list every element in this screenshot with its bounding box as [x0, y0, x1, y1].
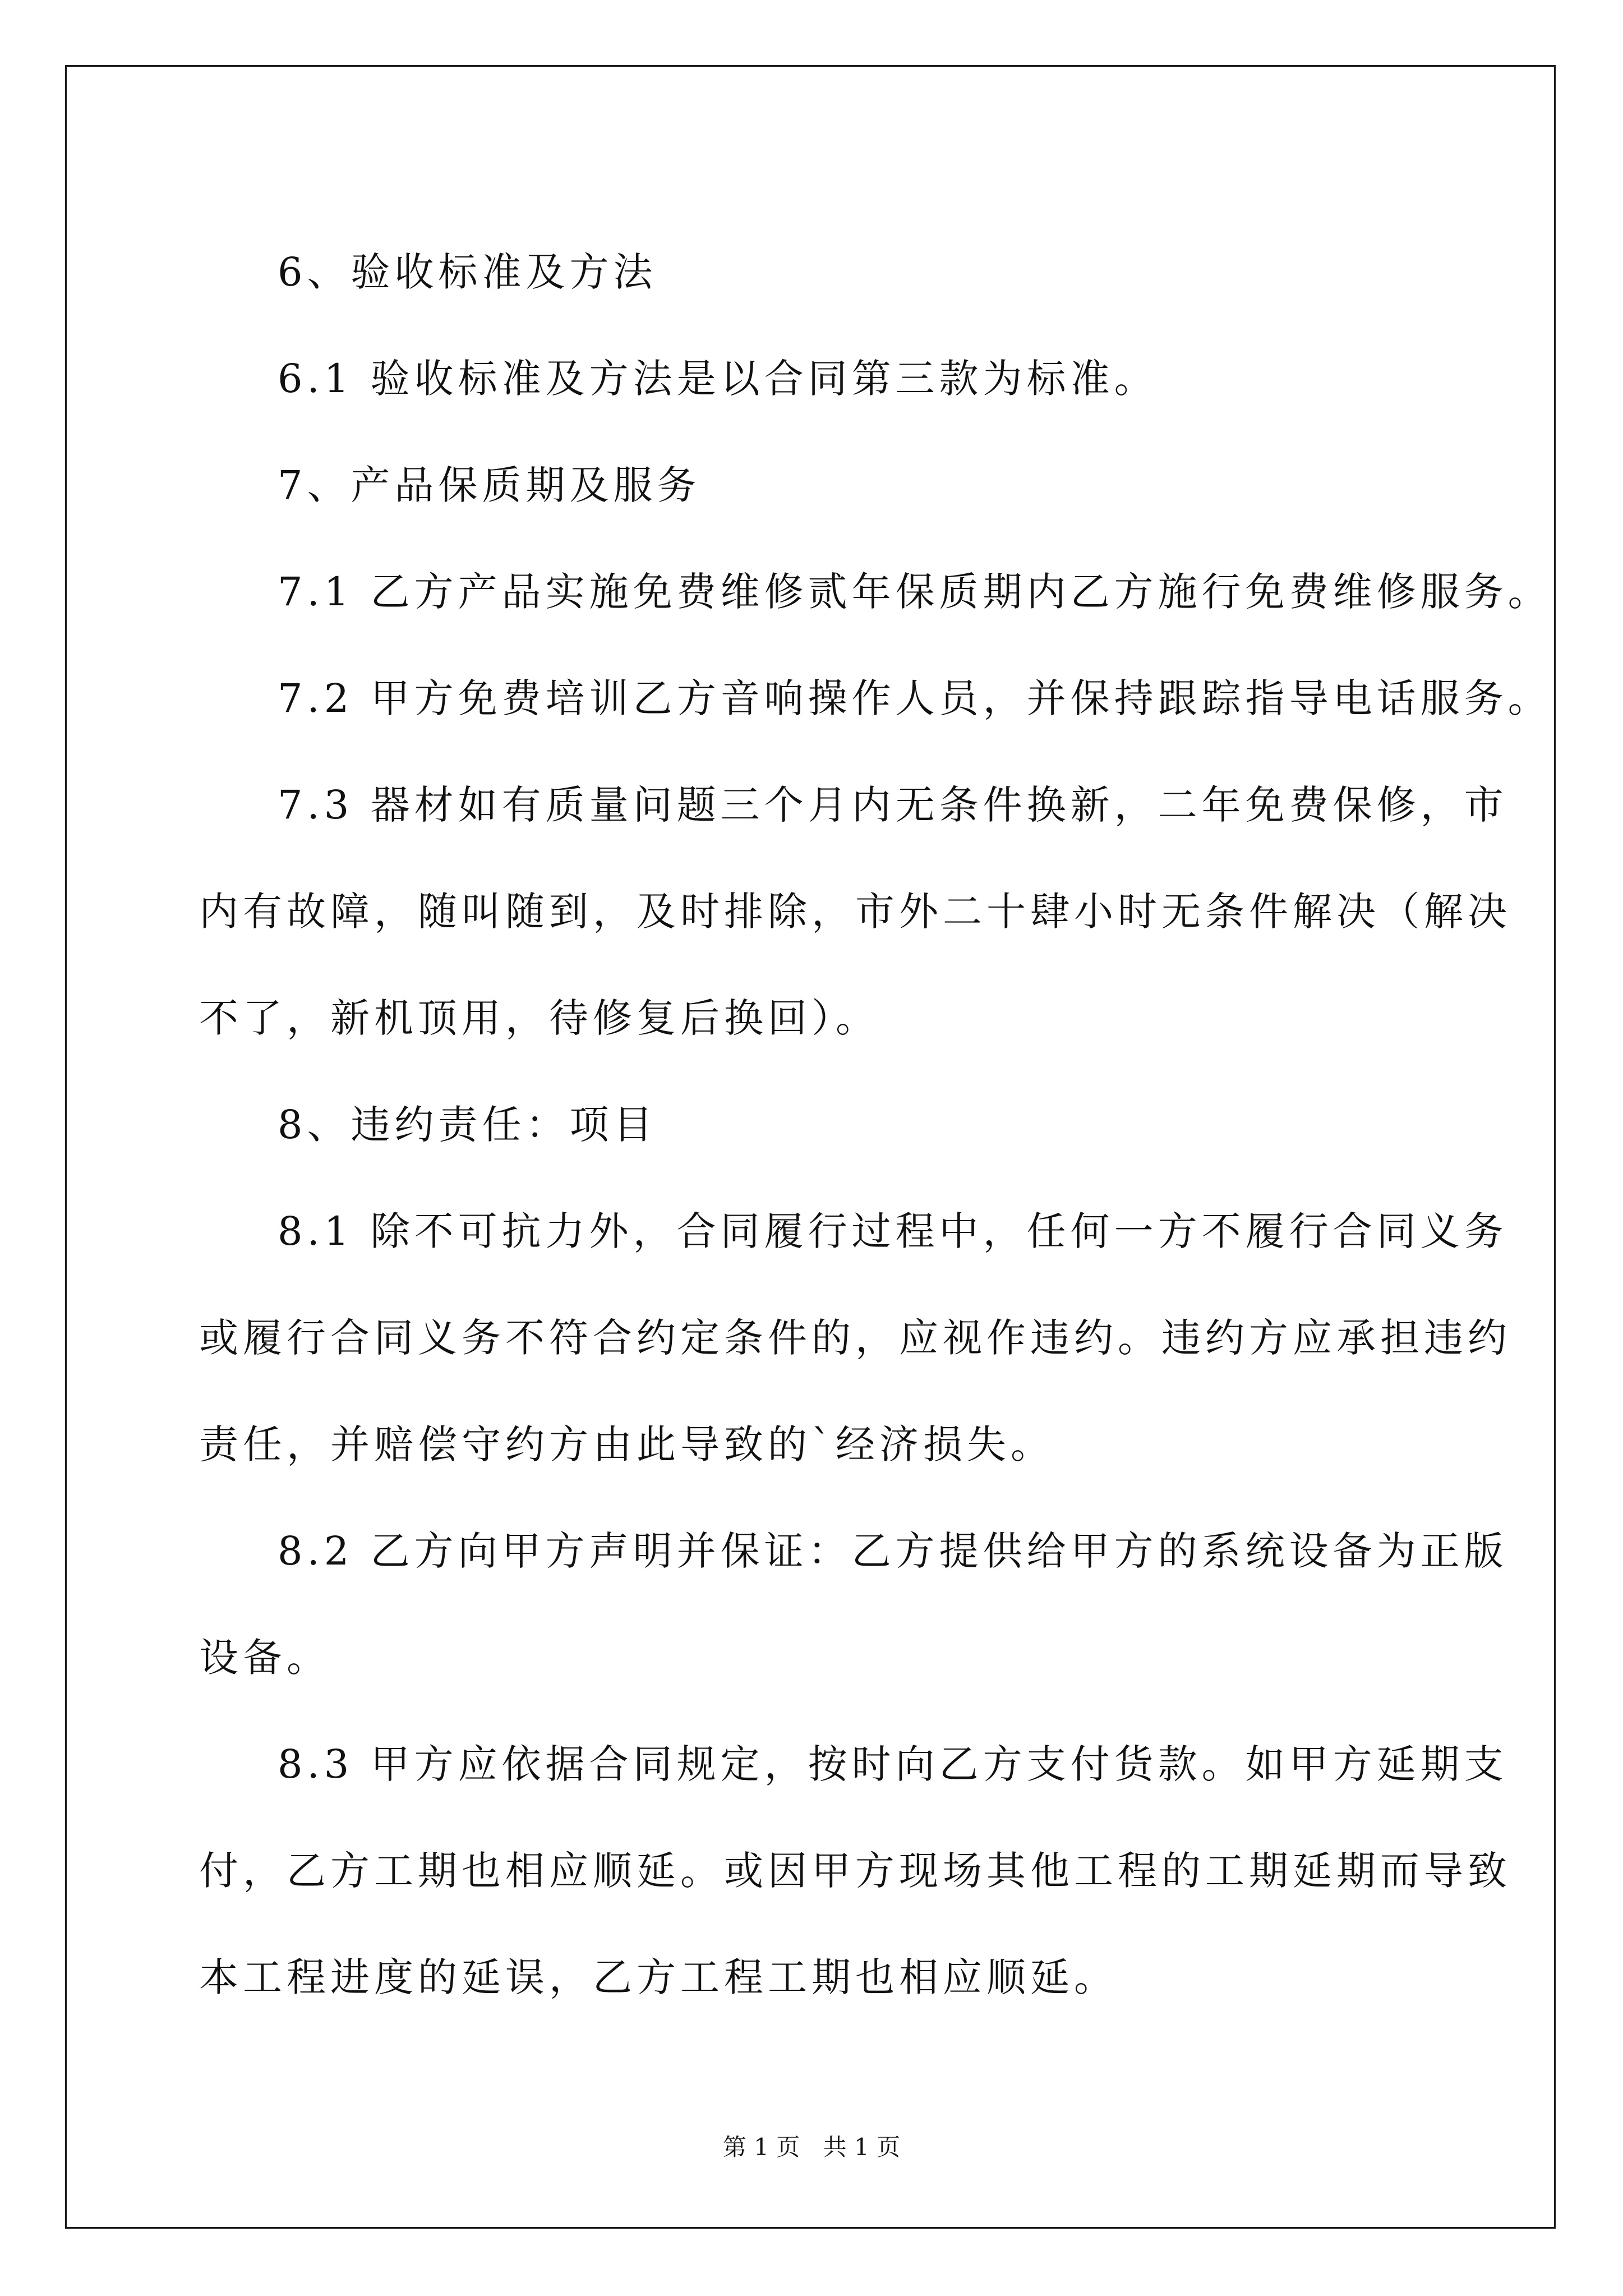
clause-7-3-line-3: 不了，新机顶用，待修复后换回）。 [199, 995, 879, 1041]
section-heading-6: 6、验收标准及方法 [278, 249, 657, 295]
clause-8-3-line-2: 付，乙方工期也相应顺延。或因甲方现场其他工程的工期延期而导致 [199, 1848, 1511, 1894]
clause-6-1: 6.1 验收标准及方法是以合同第三款为标准。 [278, 356, 1158, 402]
clause-7-1: 7.1 乙方产品实施免费维修贰年保质期内乙方施行免费维修服务。 [278, 569, 1552, 615]
clause-8-3-line-3: 本工程进度的延误，乙方工程工期也相应顺延。 [199, 1954, 1118, 2000]
clause-8-1-line-1: 8.1 除不可抗力外，合同履行过程中，任何一方不履行合同义务 [278, 1208, 1508, 1254]
page-number-current: 第 1 页 [722, 2133, 800, 2161]
clause-8-2-line-2: 设备。 [199, 1635, 330, 1681]
clause-8-1-line-3: 责任，并赔偿守约方由此导致的`经济损失。 [199, 1421, 1054, 1467]
page-footer [0, 2129, 1623, 2162]
clause-7-2: 7.2 甲方免费培训乙方音响操作人员，并保持跟踪指导电话服务。 [278, 675, 1552, 721]
section-heading-7: 7、产品保质期及服务 [278, 462, 701, 508]
page-number-total: 共 1 页 [823, 2133, 901, 2161]
section-heading-8: 8、违约责任：项目 [278, 1102, 657, 1148]
clause-8-3-line-1: 8.3 甲方应依据合同规定，按时向乙方支付货款。如甲方延期支 [278, 1741, 1508, 1787]
clause-8-2-line-1: 8.2 乙方向甲方声明并保证：乙方提供给甲方的系统设备为正版 [278, 1528, 1508, 1574]
clause-7-3-line-2: 内有故障，随叫随到，及时排除，市外二十肆小时无条件解决（解决 [199, 889, 1511, 935]
document-body [199, 219, 1552, 2031]
clause-8-1-line-2: 或履行合同义务不符合约定条件的，应视作违约。违约方应承担违约 [199, 1315, 1511, 1361]
clause-7-3-line-1: 7.3 器材如有质量问题三个月内无条件换新，二年免费保修，市 [278, 782, 1508, 828]
